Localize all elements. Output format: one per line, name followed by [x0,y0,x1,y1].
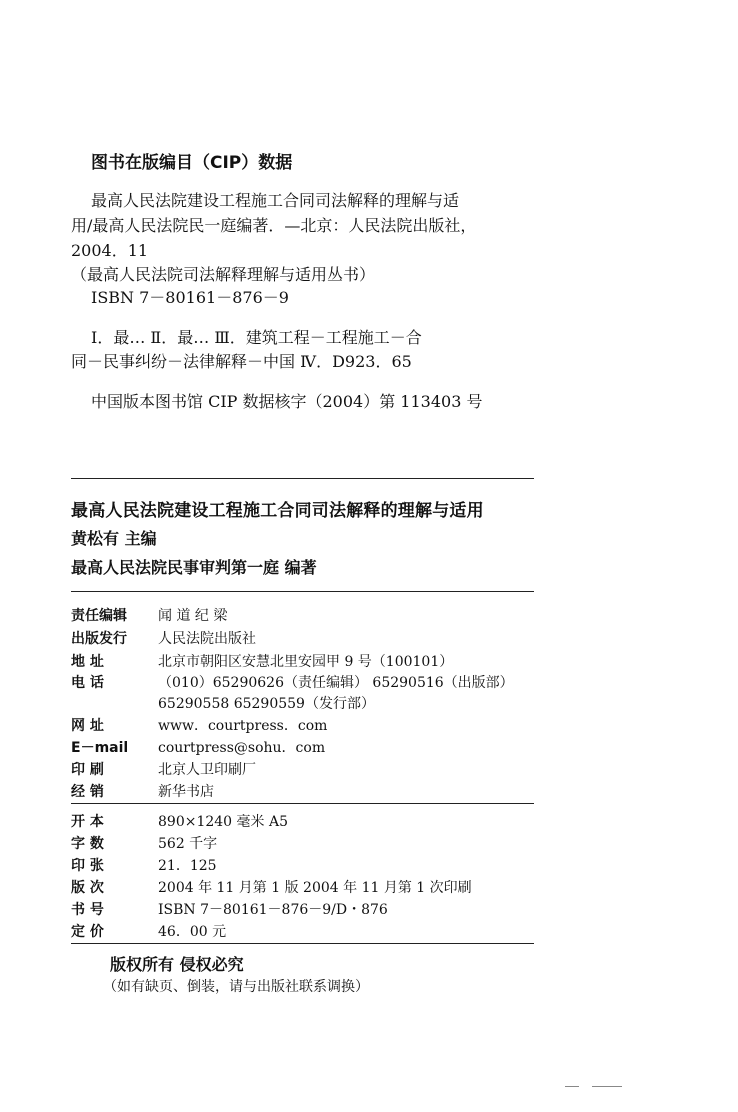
divider [71,478,534,479]
spec-value: 562 千字 [158,836,218,852]
spec-row-isbn [71,899,388,921]
info-label: 网 址 [71,718,104,734]
info-row-printer [71,759,256,781]
info-label: 电 话 [71,675,104,691]
info-value: courtpress@sohu．com [158,740,326,756]
spec-row-sheets [71,855,217,877]
info-row-publisher [71,628,256,650]
cip-line: （最高人民法院司法解释理解与适用丛书） [71,265,376,284]
cip-line: 2004．11 [71,241,149,260]
spec-value: ISBN 7－80161－876－9/D・876 [158,902,388,918]
cip-isbn: ISBN 7－80161－876－9 [91,288,289,307]
spec-label: 字 数 [71,836,104,852]
author-line: 最高人民法院民事审判第一庭 编著 [71,558,317,577]
info-value: （010）65290626（责任编辑） 65290516（出版部） [158,675,514,691]
cip-line: 最高人民法院建设工程施工合同司法解释的理解与适 [91,191,460,210]
info-label: 经 销 [71,784,104,800]
spec-value: 2004 年 11 月第 1 版 2004 年 11 月第 1 次印刷 [158,880,472,896]
book-title: 最高人民法院建设工程施工合同司法解释的理解与适用 [71,501,484,521]
spec-value: 890×1240 毫米 A5 [158,814,288,830]
cip-classification: 同－民事纠纷－法律解释－中国 Ⅳ．D923．65 [71,352,412,371]
info-label: 出版发行 [71,631,127,647]
spec-label: 印 张 [71,858,104,874]
spec-label: 定 价 [71,924,104,940]
info-row-editor [71,605,227,627]
info-label: E－mail [71,740,129,756]
info-label [71,693,158,715]
scan-speck [592,1086,622,1087]
spec-label: 书 号 [71,902,104,918]
editor-line: 黄松有 主编 [71,529,157,548]
cip-number: 中国版本图书馆 CIP 数据核字（2004）第 113403 号 [91,392,483,411]
info-row-email [71,737,325,759]
spec-value: 21．125 [158,858,217,874]
divider [71,591,534,592]
spec-row-price [71,921,226,943]
info-value: 新华书店 [158,784,214,800]
copyright-note: （如有缺页、倒装，请与出版社联系调换） [103,979,369,995]
info-row-distributor [71,781,214,803]
info-label: 印 刷 [71,762,104,778]
info-row-website [71,715,327,737]
cip-classification: Ⅰ．最… Ⅱ．最… Ⅲ．建筑工程－工程施工－合 [91,328,422,347]
spec-label: 开 本 [71,814,104,830]
info-value: www．courtpress．com [158,718,328,734]
spec-label: 版 次 [71,880,104,896]
spec-row-format [71,811,288,833]
info-value: 人民法院出版社 [158,631,256,647]
info-value: 闻 道 纪 梁 [158,608,228,624]
info-value: 北京人卫印刷厂 [158,762,256,778]
spec-row-edition [71,877,472,899]
info-value: 北京市朝阳区安慧北里安园甲 9 号（100101） [158,654,454,670]
divider [71,943,534,944]
cip-line: 用/最高人民法院民一庭编著．—北京：人民法院出版社， [71,216,477,235]
info-row-phone [71,672,514,694]
scan-speck [565,1086,579,1087]
cip-heading: 图书在版编目（CIP）数据 [91,153,293,173]
copyright-title: 版权所有 侵权必究 [110,955,244,974]
info-value: 65290558 65290559（发行部） [158,696,375,712]
info-label: 地 址 [71,654,104,670]
info-row-address [71,651,453,673]
spec-row-word-count [71,833,217,855]
info-label: 责任编辑 [71,608,127,624]
spec-value: 46．00 元 [158,924,227,940]
info-row-phone-2 [71,693,375,715]
divider [71,803,534,804]
